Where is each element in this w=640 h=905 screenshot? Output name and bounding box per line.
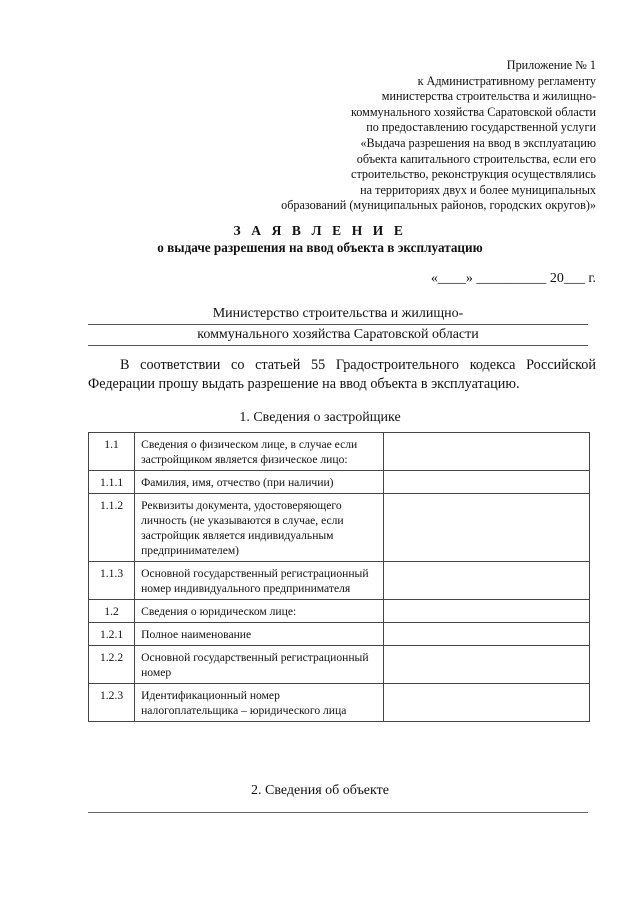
row-label: Сведения о юридическом лице: — [135, 600, 384, 623]
table-row — [89, 600, 590, 623]
document-subtitle: о выдаче разрешения на ввод объекта в эксплуатацию — [157, 240, 483, 255]
row-label: Фамилия, имя, отчество (при наличии) — [135, 471, 384, 494]
row-number: 1.1 — [89, 433, 135, 471]
row-number: 1.2 — [89, 600, 135, 623]
table-row — [89, 684, 590, 722]
row-value-field[interactable] — [384, 600, 590, 623]
date-field[interactable]: «____» __________ 20___ г. — [430, 271, 596, 286]
row-label: Сведения о физическом лице, в случае если застройщиком является физическое лицо: — [135, 433, 384, 471]
table-row — [89, 471, 590, 494]
row-value-field[interactable] — [384, 562, 590, 600]
row-label: Основной государственный регистрационный номер — [135, 646, 384, 684]
section-2-divider — [88, 812, 588, 813]
appendix-line: Приложение № 1 — [506, 58, 596, 72]
row-number: 1.1.3 — [89, 562, 135, 600]
row-number: 1.2.2 — [89, 646, 135, 684]
appendix-line: по предоставлению государственной услуги — [366, 120, 596, 135]
authority-line-1: Министерство строительства и жилищно- — [88, 304, 588, 325]
row-number: 1.1.2 — [89, 494, 135, 562]
row-value-field[interactable] — [384, 494, 590, 562]
table-row — [89, 623, 590, 646]
row-value-field[interactable] — [384, 623, 590, 646]
row-value-field[interactable] — [384, 646, 590, 684]
table-row — [89, 494, 590, 562]
appendix-line: объекта капитального строительства, если его — [356, 151, 596, 166]
section-2-heading: 2. Сведения об объекте — [251, 783, 389, 798]
row-number: 1.2.1 — [89, 623, 135, 646]
appendix-line: коммунального хозяйства Саратовской области — [350, 104, 596, 119]
row-number: 1.1.1 — [89, 471, 135, 494]
row-value-field[interactable] — [384, 471, 590, 494]
section-1-heading: 1. Сведения о застройщике — [239, 410, 401, 425]
table-row — [89, 646, 590, 684]
table-row — [89, 433, 590, 471]
document-title: З А Я В Л Е Н И Е — [233, 223, 407, 238]
authority-line-2: коммунального хозяйства Саратовской области — [88, 325, 588, 346]
table-row — [89, 562, 590, 600]
appendix-block — [176, 58, 596, 214]
row-label: Реквизиты документа, удостоверяющего личность (не указываются в случае, если застройщик является индивидуальным предпринимателем) — [135, 494, 384, 562]
row-value-field[interactable] — [384, 684, 590, 722]
request-paragraph: В соответствии со статьей 55 Градостроительного кодекса Российской Федерации прошу выдать разрешение на ввод объекта в эксплуатацию. — [88, 357, 596, 392]
appendix-line: к Административному регламенту — [417, 73, 596, 88]
row-label: Полное наименование — [135, 623, 384, 646]
appendix-line: строительство, реконструкция осуществлялись — [351, 167, 596, 182]
appendix-line: министерства строительства и жилищно- — [381, 89, 596, 104]
row-label: Идентификационный номер налогоплательщика – юридического лица — [135, 684, 384, 722]
appendix-line: «Выдача разрешения на ввод в эксплуатацию — [360, 135, 596, 150]
authority-block — [88, 304, 588, 346]
applicant-table — [88, 432, 590, 722]
appendix-line: образований (муниципальных районов, городских округов)» — [281, 198, 596, 213]
row-number: 1.2.3 — [89, 684, 135, 722]
appendix-line: на территориях двух и более муниципальных — [360, 182, 596, 197]
row-label: Основной государственный регистрационный номер индивидуального предпринимателя — [135, 562, 384, 600]
row-value-field[interactable] — [384, 433, 590, 471]
